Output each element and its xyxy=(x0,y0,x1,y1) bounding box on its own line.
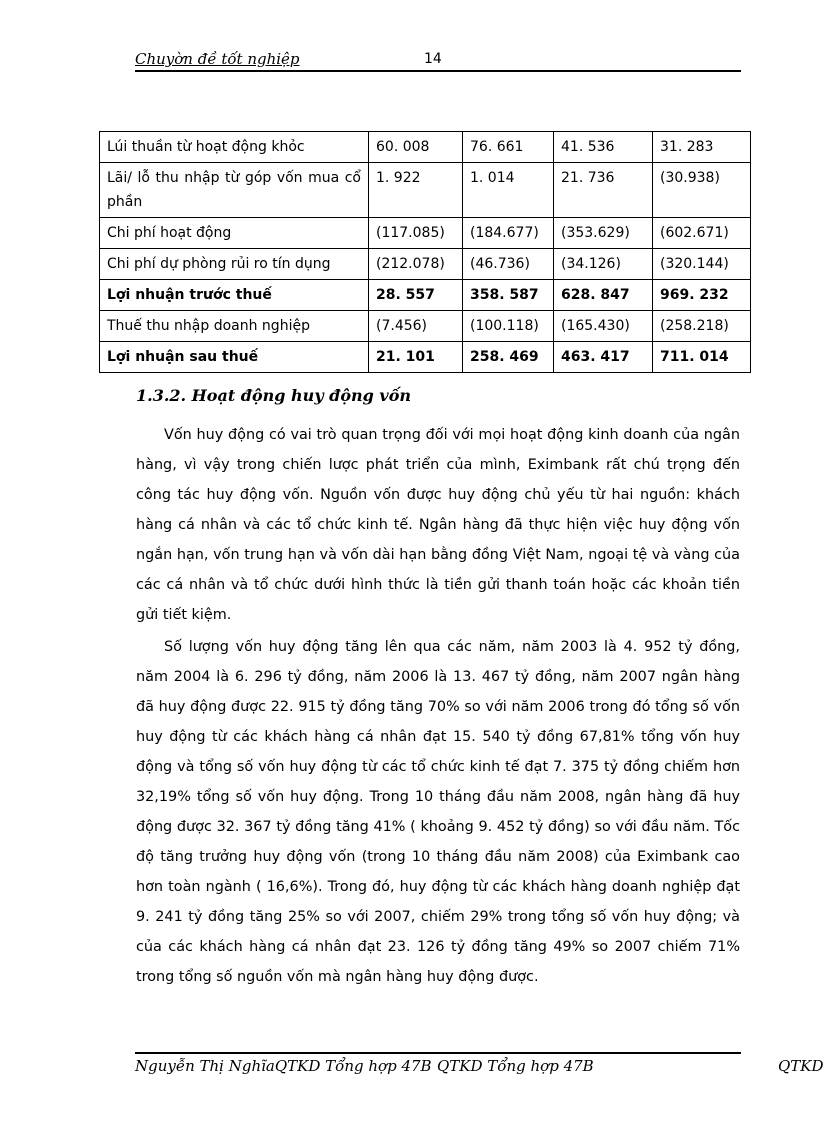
row-label: Lợi nhuận trước thuế xyxy=(100,280,369,311)
row-label: Thuế thu nhập doanh nghiệp xyxy=(100,311,369,342)
table-cell: 358. 587 xyxy=(463,280,554,311)
footer-rule xyxy=(135,1052,741,1054)
table-row xyxy=(100,249,751,280)
table-row xyxy=(100,311,751,342)
table-cell: 21. 736 xyxy=(554,163,653,218)
table-row xyxy=(100,132,751,163)
table-cell: (320.144) xyxy=(653,249,751,280)
table-row xyxy=(100,280,751,311)
paragraph: Vốn huy động có vai trò quan trọng đối với mọi hoạt động kinh doanh của ngân hàng, vì vậy trong chiến lược phát triển của mình, Eximbank rất chú trọng đến công tác huy động vốn. Nguồn vốn được huy động chủ yếu từ hai nguồn: khách hàng cá nhân và các tổ chức kinh tế. Ngân hàng đã thực hiện việc huy động vốn ngắn hạn, vốn trung hạn và vốn dài hạn bằng đồng Việt Nam, ngoại tệ và vàng của các cá nhân và tổ chức dưới hình thức là tiền gửi thanh toán hoặc các khoản tiền gửi tiết kiệm. xyxy=(136,427,740,623)
table-cell: (258.218) xyxy=(653,311,751,342)
section-heading: 1.3.2. Hoạt động huy động vốn xyxy=(136,386,412,405)
table-cell: (117.085) xyxy=(369,218,463,249)
footer-author: Nguyễn Thị NghĩaQTKD Tổng hợp 47B xyxy=(135,1057,432,1075)
table-cell: 463. 417 xyxy=(554,342,653,373)
table-cell: 76. 661 xyxy=(463,132,554,163)
paragraph: Số lượng vốn huy động tăng lên qua các năm, năm 2003 là 4. 952 tỷ đồng, năm 2004 là 6. 296 tỷ đồng, năm 2006 là 13. 467 tỷ đồng, năm 2007 ngân hàng đã huy động được 22. 915 tỷ đồng tăng 70% so với năm 2006 trong đó tổng số vốn huy động từ các khách hàng cá nhân đạt 15. 540 tỷ đồng 67,81% tổng vốn huy động và tổng số vốn huy động từ các tổ chức kinh tế đạt 7. 375 tỷ đồng chiếm hơn 32,19% tổng số vốn huy động. Trong 10 tháng đầu năm 2008, ngân hàng đã huy động được 32. 367 tỷ đồng tăng 41% ( khoảng 9. 452 tỷ đồng) so với đầu năm. Tốc độ tăng trưởng huy động vốn (trong 10 tháng đầu năm 2008) của Eximbank cao hơn toàn ngành ( 16,6%). Trong đó, huy động từ các khách hàng doanh nghiệp đạt 9. 241 tỷ đồng tăng 25% so với 2007, chiếm 29% trong tổng số vốn huy động; và của các khách hàng cá nhân đạt 23. 126 tỷ đồng tăng 49% so 2007 chiếm 71% trong tổng số nguồn vốn mà ngân hàng huy động được. xyxy=(136,639,740,985)
table-cell: 1. 014 xyxy=(463,163,554,218)
table-cell: 628. 847 xyxy=(554,280,653,311)
table-cell: 21. 101 xyxy=(369,342,463,373)
table-cell: (34.126) xyxy=(554,249,653,280)
table-cell: 969. 232 xyxy=(653,280,751,311)
row-label: Lúi thuần từ hoạt động khỏc xyxy=(100,132,369,163)
table-cell: 711. 014 xyxy=(653,342,751,373)
table-cell: (46.736) xyxy=(463,249,554,280)
table-cell: (184.677) xyxy=(463,218,554,249)
table-cell: (30.938) xyxy=(653,163,751,218)
table-cell: 41. 536 xyxy=(554,132,653,163)
table-cell: 258. 469 xyxy=(463,342,554,373)
table-cell: 28. 557 xyxy=(369,280,463,311)
table-cell: (7.456) xyxy=(369,311,463,342)
table-cell: (353.629) xyxy=(554,218,653,249)
table-cell: 31. 283 xyxy=(653,132,751,163)
table-row xyxy=(100,163,751,218)
table-cell: (602.671) xyxy=(653,218,751,249)
table-cell: (165.430) xyxy=(554,311,653,342)
table-cell: (212.078) xyxy=(369,249,463,280)
page-header xyxy=(135,48,741,72)
income-statement-table xyxy=(99,131,751,373)
header-title: Chuyờn đề tốt nghiệp xyxy=(135,50,300,68)
row-label: Lợi nhuận sau thuế xyxy=(100,342,369,373)
page-number: 14 xyxy=(424,51,442,67)
table-row xyxy=(100,218,751,249)
row-label: Chi phí dự phòng rủi ro tín dụng xyxy=(100,249,369,280)
row-label: Chi phí hoạt động xyxy=(100,218,369,249)
table-row xyxy=(100,342,751,373)
table-cell: 60. 008 xyxy=(369,132,463,163)
footer-class: QTKD Tổng hợp 47B xyxy=(437,1057,594,1075)
row-label: Lãi/ lỗ thu nhập từ góp vốn mua cổ phần xyxy=(100,163,369,218)
table-cell: 1. 922 xyxy=(369,163,463,218)
table-cell: (100.118) xyxy=(463,311,554,342)
footer-class-truncated: QTKD xyxy=(778,1057,824,1075)
